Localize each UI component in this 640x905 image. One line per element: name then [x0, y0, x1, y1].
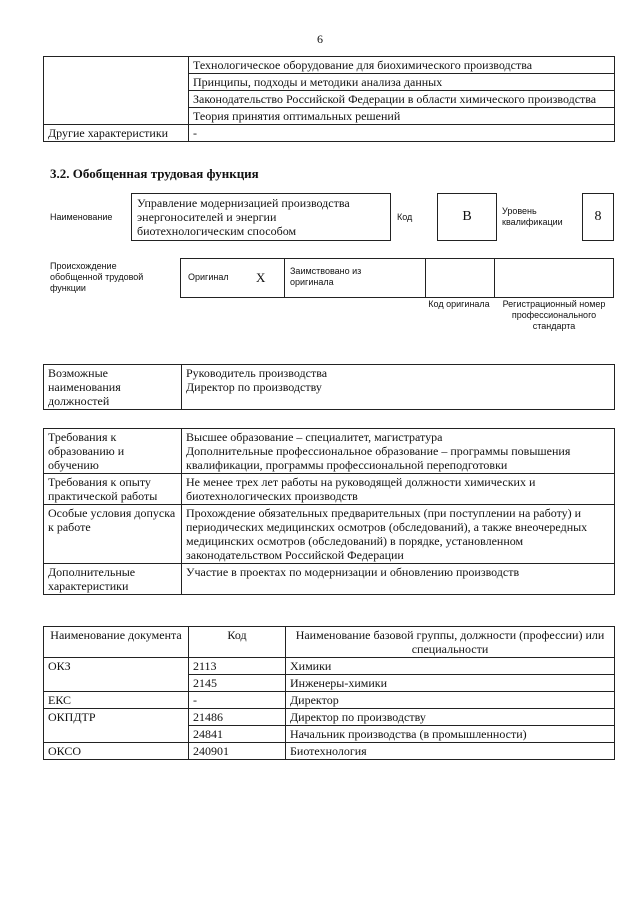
reg-number-caption: Регистрационный номер профессионального стандарта — [502, 299, 606, 331]
requirements-table — [43, 428, 615, 595]
code-cell: 240901 — [189, 743, 286, 760]
name-cell: Директор — [286, 692, 615, 709]
table-row — [44, 125, 615, 142]
position-item: Руководитель производства — [186, 366, 328, 380]
level-box — [582, 193, 614, 241]
borrowed-label: Заимствовано из оригинала — [290, 266, 362, 287]
requirement-value: Высшее образование – специалитет, магистратура Дополнительные профессиональное образование – программы повышения квалификации, программы профессиональной переподготовки — [182, 429, 615, 474]
positions-values — [182, 365, 615, 410]
header-document: Наименование документа — [44, 627, 189, 658]
name-cell: Инженеры-химики — [286, 675, 615, 692]
knowledge-item: Теория принятия оптимальных решений — [189, 108, 615, 125]
requirement-value: Прохождение обязательных предварительных (при поступлении на работу) и периодических медицинских осмотров (обследований), а также внеочередных медицинских осмотров (обследований) в порядке, установленном законодательством Российской Федерации — [182, 505, 615, 564]
code-value: B — [462, 209, 472, 224]
origin-divider-2 — [425, 258, 426, 297]
requirement-label: Дополнительные характеристики — [44, 564, 182, 595]
requirement-label: Требования к образованию и обучению — [44, 429, 182, 474]
requirement-label: Требования к опыту практической работы — [44, 474, 182, 505]
name-cell: Директор по производству — [286, 709, 615, 726]
other-characteristics-label: Другие характеристики — [44, 125, 189, 142]
knowledge-item: Технологическое оборудование для биохимического производства — [189, 57, 615, 74]
table-row — [44, 743, 615, 760]
table-row — [44, 658, 615, 675]
header-name: Наименование базовой группы, должности (профессии) или специальности — [286, 627, 615, 658]
knowledge-item: Законодательство Российской Федерации в области химического производства — [189, 91, 615, 108]
position-item: Директор по производству — [186, 380, 322, 394]
requirement-value: Не менее трех лет работы на руководящей должности химических и биотехнологических производств — [182, 474, 615, 505]
table-row — [44, 474, 615, 505]
origin-label: Происхождение обобщенной трудовой функции — [50, 261, 144, 293]
table-row — [44, 57, 615, 74]
section-title: 3.2. Обобщенная трудовая функция — [50, 166, 259, 181]
function-name-box — [131, 193, 391, 241]
table-row — [44, 505, 615, 564]
name-cell: Начальник производства (в промышленности) — [286, 726, 615, 743]
name-label: Наименование — [50, 212, 113, 222]
empty-label-cell — [44, 57, 189, 125]
name-cell: Химики — [286, 658, 615, 675]
doc-cell: ОКПДТР — [44, 709, 189, 743]
table-header-row — [44, 627, 615, 658]
requirement-label: Особые условия допуска к работе — [44, 505, 182, 564]
knowledge-table — [43, 56, 615, 142]
table-row — [44, 429, 615, 474]
table-row — [44, 692, 615, 709]
page-number: 6 — [317, 32, 323, 46]
code-cell: 2145 — [189, 675, 286, 692]
level-value: 8 — [594, 209, 602, 224]
code-cell: 21486 — [189, 709, 286, 726]
name-cell: Биотехнология — [286, 743, 615, 760]
original-label: Оригинал — [188, 272, 229, 282]
original-mark: X — [256, 270, 266, 285]
doc-cell: ОКСО — [44, 743, 189, 760]
requirement-value: Участие в проектах по модернизации и обновлению производств — [182, 564, 615, 595]
doc-cell: ЕКС — [44, 692, 189, 709]
table-row — [44, 365, 615, 410]
code-label: Код — [397, 212, 413, 222]
code-cell: - — [189, 692, 286, 709]
positions-table — [43, 364, 615, 410]
origin-divider-3 — [494, 258, 495, 297]
code-box — [437, 193, 497, 241]
header-code: Код — [189, 627, 286, 658]
knowledge-item: Принципы, подходы и методики анализа данных — [189, 74, 615, 91]
code-cell: 24841 — [189, 726, 286, 743]
positions-label: Возможные наименования должностей — [44, 365, 182, 410]
code-original-caption: Код оригинала — [428, 299, 490, 309]
function-name: Управление модернизацией производства энергоносителей и энергии биотехнологическим способом — [137, 196, 350, 238]
doc-cell: ОКЗ — [44, 658, 189, 692]
origin-divider-1 — [284, 258, 285, 297]
classifiers-table — [43, 626, 615, 760]
level-label: Уровень квалификации — [502, 206, 563, 227]
code-cell: 2113 — [189, 658, 286, 675]
other-characteristics-value: - — [189, 125, 615, 142]
table-row — [44, 709, 615, 726]
table-row — [44, 564, 615, 595]
